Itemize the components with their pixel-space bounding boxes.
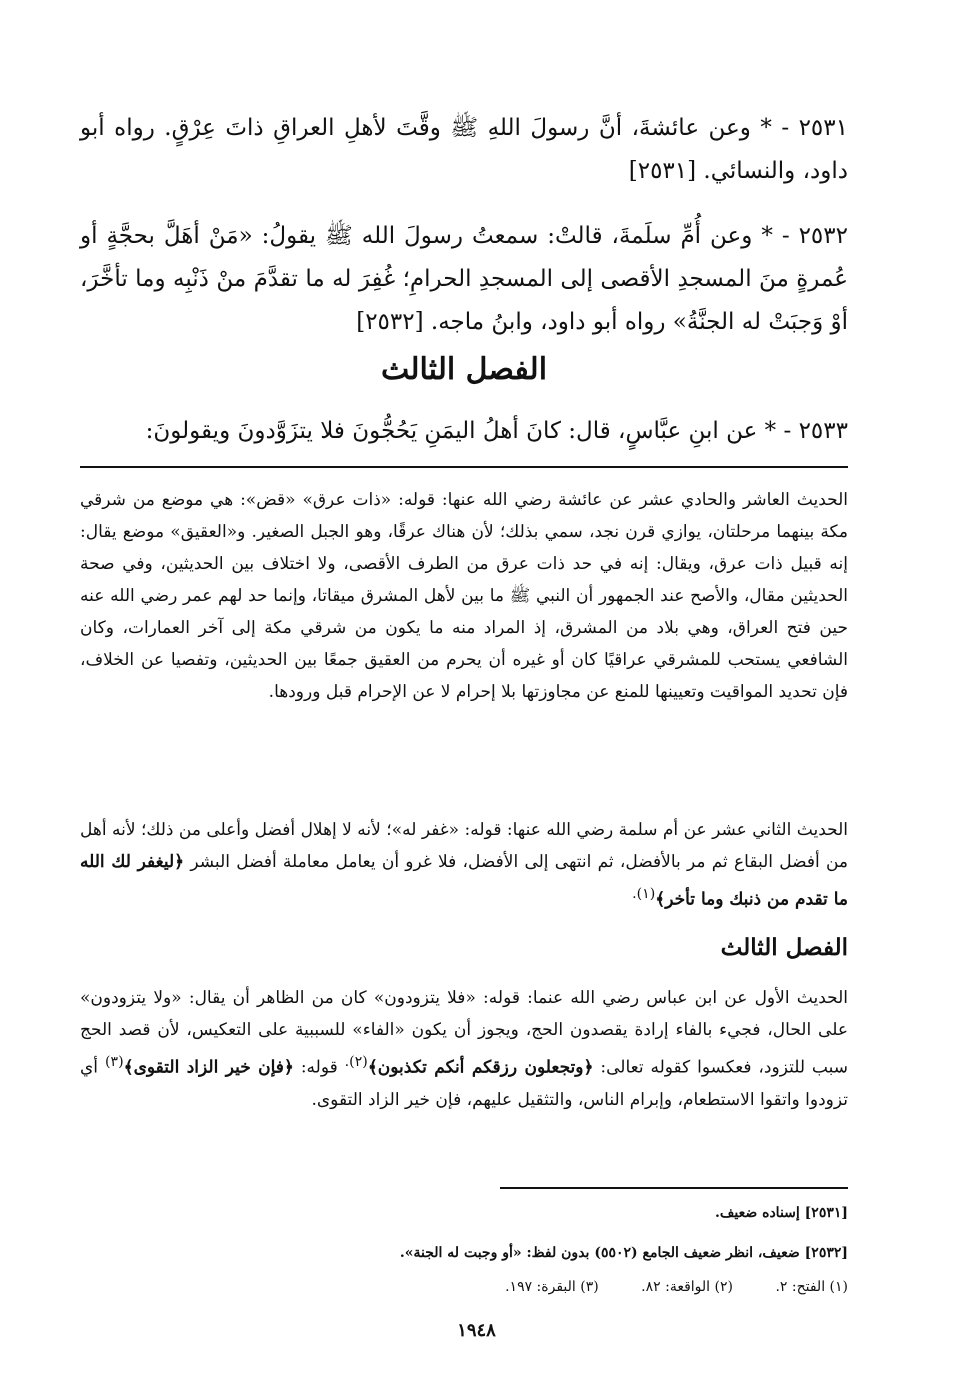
hadith-2532: ٢٥٣٢ - * وعن أُمِّ سلَمةَ، قالتْ: سمعتُ رسولَ الله ﷺ يقولُ: «مَنْ أهَلَّ بحجَّةٍ أو عُمرةٍ منَ المسجدِ الأقصى إلى المسجدِ الحرامِ؛ غُفِرَ له ما تقدَّمَ منْ ذَنْبِه وما تأخَّرَ، أوْ وَجبَتْ له الجنَّةُ» رواه أبو داود، وابنُ ماجه. [٢٥٣٢] — [80, 223, 848, 335]
commentary-section-title: الفصل الثالث — [720, 934, 848, 961]
footnote-marker: (٣) — [104, 1054, 124, 1070]
page-number: ١٩٤٨ — [457, 1320, 496, 1341]
commentary-paragraph-3 — [80, 982, 848, 1116]
separator-rule — [80, 466, 848, 468]
footnote-rule — [500, 1187, 848, 1189]
quran-reference: (٢) الواقعة: ٨٢. — [641, 1279, 733, 1295]
hadith-2533: ٢٥٣٣ - * عن ابنِ عبَّاسٍ، قال: كانَ أهلُ اليمَنِ يَحُجُّونَ فلا يتزَوَّدونَ ويقولونَ: — [145, 418, 848, 444]
footnote-marker: (١). — [632, 886, 656, 902]
commentary-text: أي تزودوا واتقوا الاستطعام، وإبرام الناس، والتثقيل عليهم، فإن خير الزاد التقوى. — [80, 1057, 848, 1110]
commentary-paragraph-1: الحديث العاشر والحادي عشر عن عائشة رضي الله عنها: قوله: «ذات عرق» «قض»: هي موضع من شرقي مكة بينهما مرحلتان، يوازي قرن نجد، سمي بذلك؛ لأن هناك عرقًا، وهو الجبل الصغير. و«العقيق» موضع يقال: إنه قبيل ذات عرق، ويقال: إنه في حد ذات عرق من الطرف الأقصى، ولا اختلاف بين الحديثين، وفي صحة الحديثين مقال، والأصح عند الجمهور أن النبي ﷺ ما بين لأهل المشرق ميقاتا، وإنما حد لهم عمر رضي الله عنه حين فتح العراق، وهي بلاد من المشرق، إذ المراد منه ما يكون من شرقي مكة إلى آخر العمارات، وكان الشافعي يستحب للمشرقي عراقيًا كان أو غيره أن يحرم من العقيق جمعًا بين الحديثين، وتفصيا عن الخلاف، فإن تحديد المواقيت وتعيينها للمنع عن مجاوزتها بلا إحرام لا عن الإحرام قبل ورودها. — [80, 490, 848, 702]
hadith-2531: ٢٥٣١ - * وعن عائشةَ، أنَّ رسولَ اللهِ ﷺ وقَّتَ لأهلِ العراقِ ذاتَ عِرْقٍ. رواه أبو داود، والنسائي. [٢٥٣١] — [80, 115, 848, 184]
footnote-marker: (٢). — [344, 1054, 368, 1070]
quran-reference: (٣) البقرة: ١٩٧. — [505, 1279, 599, 1295]
footnote-2531: [٢٥٣١] إسناده ضعيف. — [715, 1205, 848, 1221]
commentary-paragraph-2 — [80, 814, 848, 916]
footnote-2532: [٢٥٣٢] ضعيف، انظر ضعيف الجامع (٥٥٠٢) بدون لفظ: «أو وجبت له الجنة». — [399, 1245, 848, 1261]
commentary-text: الحديث الثاني عشر عن أم سلمة رضي الله عنها: قوله: «غفر له»؛ لأنه لا إهلال أفضل وأعلى من ذلك؛ لأنه أهل من أفضل البقاع ثم مر بالأفضل، ثم انتهى إلى الأفضل، فلا غرو أن يعامل معاملة أفضل البشر — [80, 820, 848, 872]
commentary-text: الحديث الأول عن ابن عباس رضي الله عنما: قوله: «فلا يتزودون» كان من الظاهر أن يقال: «ولا يتزودون» على الحال، فجيء بالفاء إرادة يقصدون الحج، ويجوز أن يكون «الفاء» للسببية على التعكيس، لأن قصد الحج سبب للتزود، فعكسوا كقوله تعالى: — [80, 988, 848, 1078]
quran-quote: ﴿وتجعلون رزقكم أنكم تكذبون﴾ — [367, 1057, 594, 1078]
quran-quote: ﴿فإن خير الزاد التقوى﴾ — [123, 1057, 294, 1078]
quran-reference: (١) الفتح: ٢. — [775, 1279, 848, 1295]
commentary-text: قوله: — [300, 1057, 338, 1078]
quran-references — [80, 1276, 848, 1298]
quran-quote: ﴿ليغفر لك الله ما تقدم من ذنبك وما تأخر﴾ — [80, 852, 848, 910]
section-title: الفصل الثالث — [380, 352, 548, 387]
